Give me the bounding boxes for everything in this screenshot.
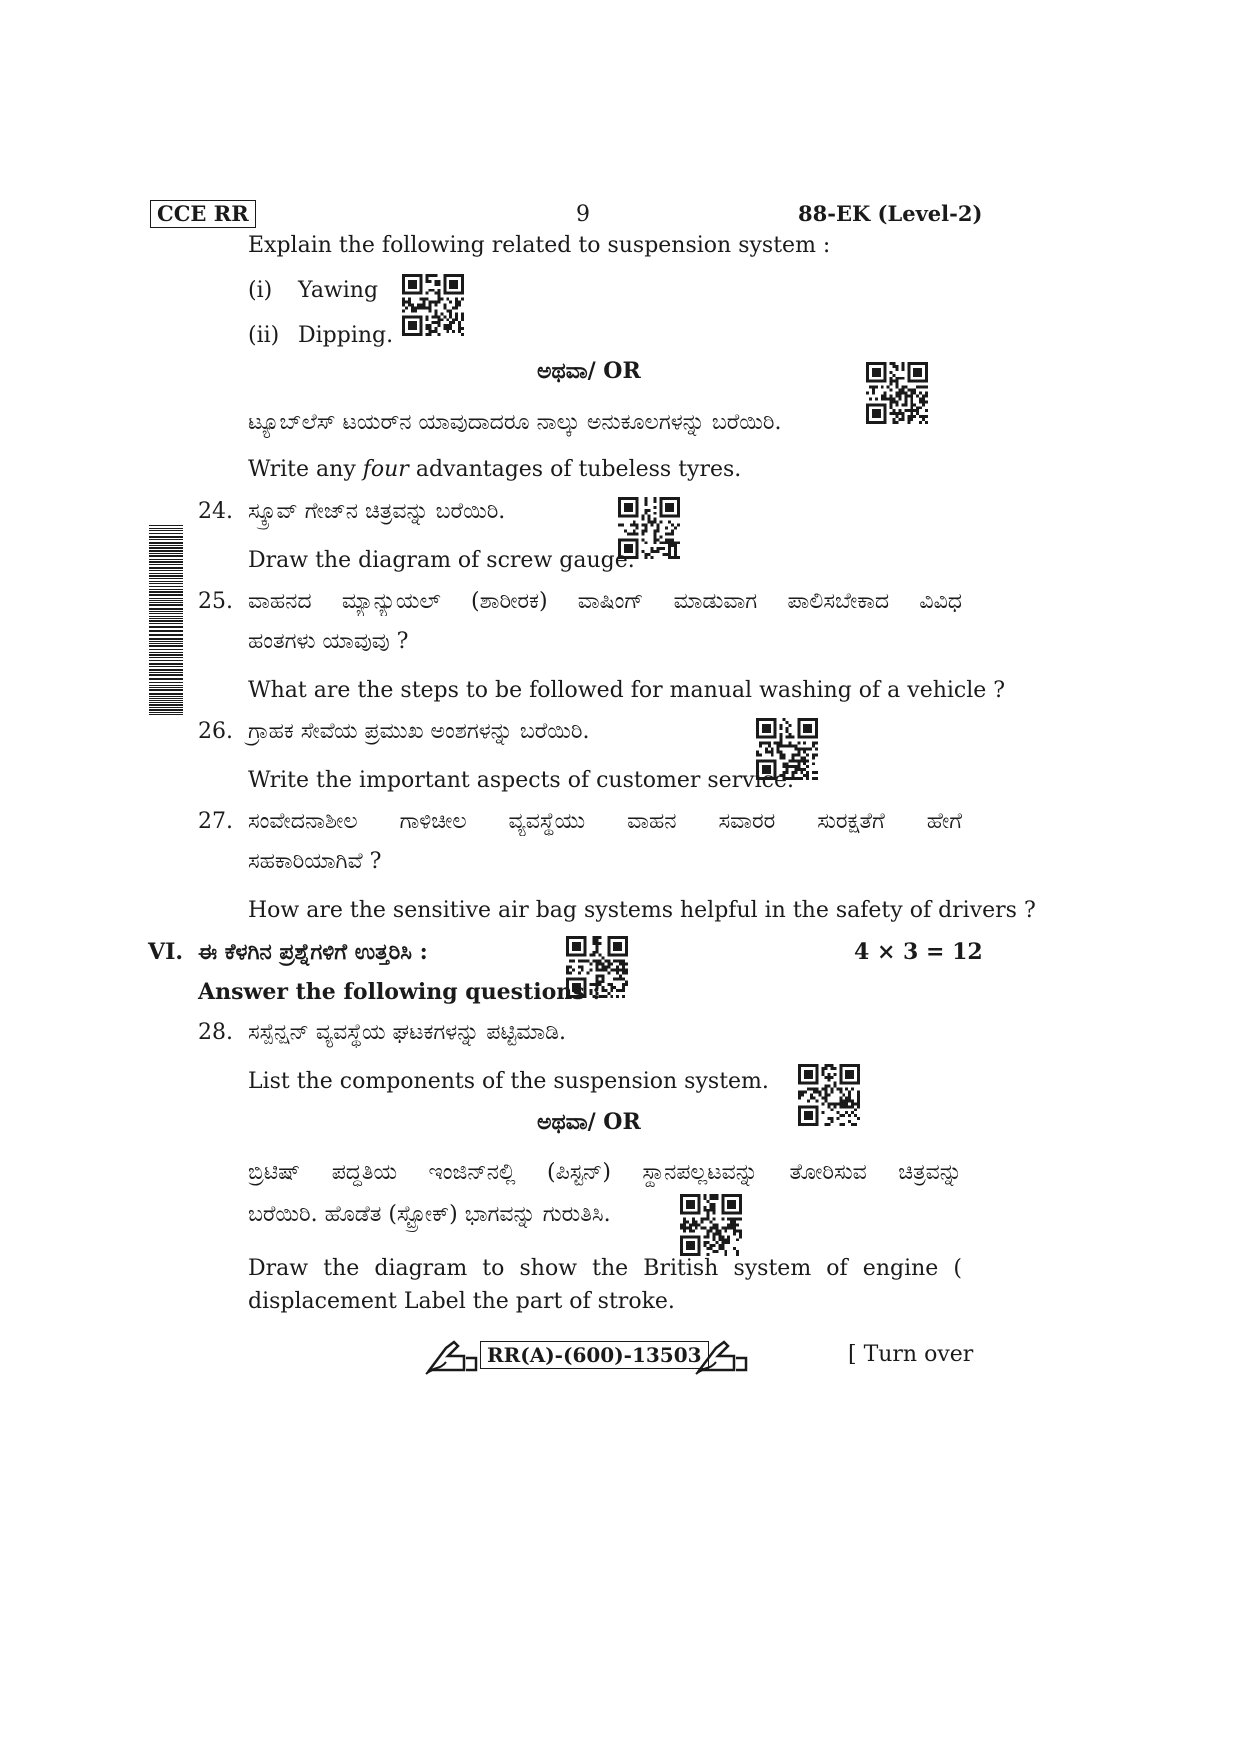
barcode-icon (149, 525, 183, 715)
q26-kannada: ಗ್ರಾಹಕ ಸೇವೆಯ ಪ್ರಮುಖ ಅಂಶಗಳನ್ನು ಬರೆಯಿರಿ. (248, 719, 590, 744)
q26-english: Write the important aspects of customer service. (248, 768, 794, 793)
q28-english: List the components of the suspension system. (248, 1069, 769, 1094)
or-divider: ಅಥವಾ/ OR (537, 358, 641, 384)
q24-kannada: ಸ್ಕ್ರೂವ್ ಗೇಜ್‌ನ ಚಿತ್ರವನ್ನು ಬರೆಯಿರಿ. (248, 499, 506, 524)
section-kannada-heading: ಈ ಕೆಳಗಿನ ಪ್ರಶ್ನೆಗಳಿಗೆ ಉತ್ತರಿಸಿ : (198, 939, 428, 965)
q23-intro: Explain the following related to suspension system : (248, 233, 831, 258)
qr-code-icon (866, 362, 928, 424)
qr-code-icon (402, 274, 464, 336)
q25-number: 25. (198, 589, 233, 614)
q27-number: 27. (198, 809, 233, 834)
q26-number: 26. (198, 719, 233, 744)
q28-number: 28. (198, 1020, 233, 1045)
writing-hand-icon (424, 1336, 482, 1376)
q25-kannada-line2: ಹಂತಗಳು ಯಾವುವು ? (248, 629, 409, 654)
q23-item-text-1: Yawing (298, 278, 379, 303)
subject-code: 88-EK (Level-2) (798, 201, 983, 226)
q27-kannada-line2: ಸಹಕಾರಿಯಾಗಿವೆ ? (248, 849, 382, 874)
booklet-code-box: RR(A)-(600)-13503 (480, 1341, 709, 1369)
q27-english: How are the sensitive air bag systems helpful in the safety of drivers ? (248, 898, 1036, 923)
q28-alt-english-line1: Draw the diagram to show the British system of engine ( (248, 1256, 962, 1281)
q23-alt-kannada: ಟ್ಯೂಬ್‌ಲೆಸ್ ಟಯರ್‌ನ ಯಾವುದಾದರೂ ನಾಲ್ಕು ಅನುಕೂಲಗಳನ್ನು ಬರೆಯಿರಿ. (248, 410, 782, 435)
q23-item-text-2: Dipping. (298, 323, 394, 348)
q24-english: Draw the diagram of screw gauge. (248, 548, 635, 573)
or-divider: ಅಥವಾ/ OR (537, 1109, 641, 1135)
section-number: VI. (148, 939, 184, 965)
writing-hand-icon (694, 1336, 752, 1376)
section-marks: 4 × 3 = 12 (854, 939, 983, 965)
q28-alt-kannada-line1: ಬ್ರಿಟಿಷ್ ಪದ್ಧತಿಯ ಇಂಜಿನ್‌ನಲ್ಲಿ (ಪಿಸ್ಟನ್) ಸ್ಥಾನಪಲ್ಲಟವನ್ನು ತೋರಿಸುವ ಚಿತ್ರವನ್ನು (248, 1160, 962, 1185)
q28-alt-kannada-line2: ಬರೆಯಿರಿ. ಹೊಡೆತ (ಸ್ಟ್ರೋಕ್) ಭಾಗವನ್ನು ಗುರುತಿಸಿ. (248, 1202, 611, 1227)
page-number: 9 (576, 202, 590, 227)
q23-item-num-1: (i) (248, 278, 273, 303)
q24-number: 24. (198, 499, 233, 524)
q25-english: What are the steps to be followed for manual washing of a vehicle ? (248, 678, 1006, 703)
qr-code-icon (798, 1064, 860, 1126)
q27-kannada-line1: ಸಂವೇದನಾಶೀಲ ಗಾಳಿಚೀಲ ವ್ಯವಸ್ಥೆಯು ವಾಹನ ಸವಾರರ ಸುರಕ್ಷತೆಗೆ ಹೇಗೆ (248, 809, 962, 834)
q28-kannada: ಸಸ್ಪೆನ್ಷನ್ ವ್ಯವಸ್ಥೆಯ ಘಟಕಗಳನ್ನು ಪಟ್ಟಿಮಾಡಿ. (248, 1020, 566, 1045)
q28-alt-english-line2: displacement Label the part of stroke. (248, 1289, 675, 1314)
q23-item-num-2: (ii) (248, 323, 280, 348)
paper-code-box: CCE RR (150, 200, 256, 228)
turn-over-note: [ Turn over (848, 1342, 974, 1367)
q25-kannada-line1: ವಾಹನದ ಮ್ಯಾನ್ಯುಯಲ್ (ಶಾರೀರಕ) ವಾಷಿಂಗ್ ಮಾಡುವಾಗ ಪಾಲಿಸಬೇಕಾದ ವಿವಿಧ (248, 589, 962, 614)
section-english-heading: Answer the following questions : (198, 979, 601, 1005)
qr-code-icon (680, 1194, 742, 1256)
q23-alt-english: Write any four advantages of tubeless tyres. (248, 457, 742, 482)
